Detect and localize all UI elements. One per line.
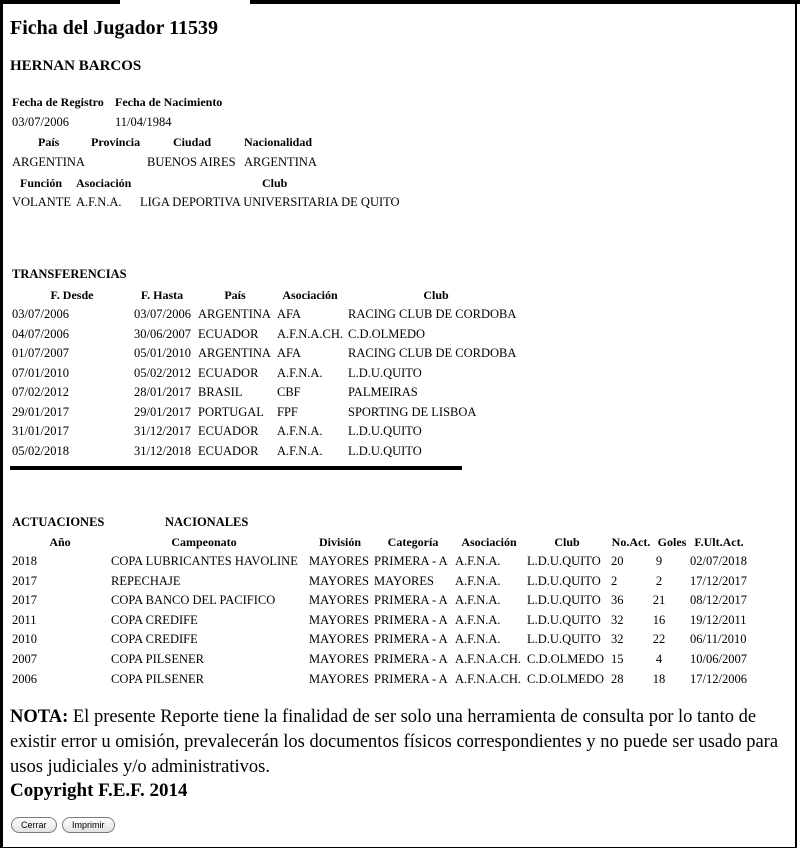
table-cell: 06/11/2010 (690, 632, 747, 647)
table-cell: PALMEIRAS (348, 385, 418, 399)
registro-label: Fecha de Registro (12, 95, 104, 109)
table-cell: 2 (611, 573, 618, 588)
nota-paragraph (10, 705, 780, 780)
header-asociacion: Asociación (282, 288, 338, 302)
table-cell: 01/07/2007 (12, 346, 69, 360)
header-club: Club (423, 288, 449, 302)
table-cell: ARGENTINA (198, 346, 271, 360)
table-cell: AFA (277, 307, 302, 321)
header-f-desde: F. Desde (50, 288, 94, 302)
nacionalidad-label: Nacionalidad (244, 135, 313, 149)
table-cell: COPA CREDIFE (111, 612, 198, 627)
header-pais: País (224, 288, 246, 302)
table-cell: L.D.U.QUITO (527, 593, 601, 608)
nacionalidad-value: ARGENTINA (244, 155, 317, 169)
table-cell: MAYORES (309, 573, 369, 588)
table-cell: 2017 (12, 593, 37, 608)
table-cell: A.F.N.A. (455, 612, 501, 627)
table-cell: 31/12/2017 (134, 424, 191, 438)
table-cell: ECUADOR (198, 424, 259, 438)
table-cell: 19/12/2011 (690, 612, 747, 627)
transfers-divider (10, 466, 462, 470)
table-cell: 05/02/2012 (134, 365, 191, 380)
nacimiento-label: Fecha de Nacimiento (115, 95, 223, 109)
table-cell: COPA PILSENER (111, 652, 204, 666)
table-cell: A.F.N.A. (277, 365, 323, 380)
table-cell: COPA CREDIFE (111, 632, 198, 647)
table-cell: 2010 (12, 632, 37, 647)
table-cell: A.F.N.A. (455, 573, 501, 588)
header-ano: Año (49, 535, 71, 549)
table-cell: A.F.N.A. (455, 593, 501, 608)
header-campeonato: Campeonato (171, 535, 237, 549)
table-cell: A.F.N.A. (455, 632, 501, 647)
pais-value: ARGENTINA (12, 155, 85, 169)
nacionales-title: NACIONALES (165, 515, 249, 529)
nacimiento-value: 11/04/1984 (115, 115, 172, 129)
table-cell: 08/12/2017 (690, 593, 747, 608)
table-cell: 16 (652, 612, 666, 627)
actuaciones-title: ACTUACIONES (12, 515, 105, 529)
print-button[interactable]: Imprimir (62, 817, 115, 833)
table-cell: PRIMERA - A (374, 652, 448, 666)
table-cell: 28 (611, 671, 624, 686)
header-f-ult-act: F.Ult.Act. (694, 535, 744, 549)
table-cell: 28/01/2017 (134, 385, 191, 399)
table-cell: L.D.U.QUITO (348, 424, 422, 438)
table-cell: MAYORES (374, 573, 434, 588)
table-cell: CBF (277, 385, 301, 399)
table-cell: A.F.N.A.CH. (455, 671, 522, 686)
table-cell: 03/07/2006 (12, 307, 69, 321)
table-cell: MAYORES (309, 593, 369, 608)
table-cell: 20 (611, 554, 624, 568)
table-cell: 17/12/2017 (690, 573, 747, 588)
table-cell: L.D.U.QUITO (527, 554, 601, 568)
table-cell: PRIMERA - A (374, 612, 448, 627)
table-cell: 29/01/2017 (134, 404, 191, 419)
table-cell: 04/07/2006 (12, 326, 69, 341)
table-cell: PORTUGAL (198, 404, 264, 419)
nota-label: NOTA: (10, 707, 69, 727)
table-cell: RACING CLUB DE CORDOBA (348, 346, 517, 360)
table-cell: 32 (611, 632, 624, 647)
page-title: Ficha del Jugador 11539 (10, 17, 218, 39)
table-cell: A.F.N.A. (455, 554, 501, 568)
table-cell: A.F.N.A. (277, 424, 323, 438)
player-name: HERNAN BARCOS (10, 58, 142, 74)
table-cell: ECUADOR (198, 443, 259, 458)
funcion-label: Función (20, 176, 63, 190)
header-f-hasta: F. Hasta (140, 288, 184, 302)
table-cell: 9 (655, 554, 663, 568)
table-cell: ECUADOR (198, 365, 259, 380)
ciudad-value: BUENOS AIRES (147, 155, 236, 169)
table-cell: C.D.OLMEDO (348, 326, 426, 341)
table-cell: 10/06/2007 (690, 652, 747, 666)
table-cell: 2007 (12, 652, 37, 666)
table-cell: BRASIL (198, 385, 243, 399)
table-cell: MAYORES (309, 554, 369, 568)
asociacion-value: A.F.N.A. (76, 195, 122, 209)
table-cell: 2 (655, 573, 663, 588)
table-cell: L.D.U.QUITO (348, 443, 422, 458)
table-cell: ARGENTINA (198, 307, 271, 321)
table-cell: SPORTING DE LISBOA (348, 404, 477, 419)
table-cell: PRIMERA - A (374, 632, 448, 647)
header-no-act: No.Act. (611, 535, 651, 549)
table-cell: 2006 (12, 671, 37, 686)
table-cell: 2018 (12, 554, 37, 568)
table-cell: 31/01/2017 (12, 424, 69, 438)
table-cell: RACING CLUB DE CORDOBA (348, 307, 517, 321)
table-cell: ECUADOR (198, 326, 259, 341)
table-cell: 07/01/2010 (12, 365, 69, 380)
copyright: Copyright F.E.F. 2014 (10, 780, 188, 801)
table-cell: 4 (655, 652, 663, 666)
registro-value: 03/07/2006 (12, 115, 69, 129)
table-cell: REPECHAJE (111, 573, 181, 588)
table-cell: COPA PILSENER (111, 671, 204, 686)
table-cell: 2011 (12, 612, 37, 627)
table-cell: L.D.U.QUITO (527, 573, 601, 588)
table-cell: MAYORES (309, 652, 369, 666)
table-cell: A.F.N.A.CH. (277, 326, 344, 341)
table-cell: 17/12/2006 (690, 671, 747, 686)
table-cell: 2017 (12, 573, 37, 588)
table-cell: L.D.U.QUITO (527, 632, 601, 647)
table-cell: 22 (652, 632, 666, 647)
provincia-label: Provincia (91, 135, 141, 149)
table-cell: 02/07/2018 (690, 554, 747, 568)
table-cell: PRIMERA - A (374, 671, 448, 686)
table-cell: 29/01/2017 (12, 404, 69, 419)
table-cell: PRIMERA - A (374, 554, 448, 568)
table-cell: C.D.OLMEDO (527, 652, 605, 666)
table-cell: L.D.U.QUITO (527, 612, 601, 627)
header-categoria: Categoría (387, 535, 439, 549)
table-cell: 21 (652, 593, 666, 608)
table-cell: 03/07/2006 (134, 307, 191, 321)
transfers-title: TRANSFERENCIAS (12, 267, 127, 281)
table-cell: COPA LUBRICANTES HAVOLINE (111, 554, 298, 568)
table-cell: A.F.N.A.CH. (455, 652, 522, 666)
club-value: LIGA DEPORTIVA UNIVERSITARIA DE QUITO (140, 195, 400, 209)
table-cell: C.D.OLMEDO (527, 671, 605, 686)
asociacion-label: Asociación (76, 176, 132, 190)
table-cell: MAYORES (309, 612, 369, 627)
nota-text: El presente Reporte tiene la finalidad de ser solo una herramienta de consulta por lo tanto de existir error u omisión, prevalecerán los documentos físicos correspondientes y no puede ser usado para usos judiciales y/o administrativos. (10, 707, 779, 777)
header-goles: Goles (657, 535, 687, 549)
header-asociacion: Asociación (461, 535, 517, 549)
club-label: Club (262, 176, 288, 190)
table-cell: L.D.U.QUITO (348, 365, 422, 380)
ciudad-label: Ciudad (173, 135, 212, 149)
funcion-value: VOLANTE (12, 195, 72, 209)
table-cell: 18 (652, 671, 666, 686)
table-cell: AFA (277, 346, 302, 360)
table-cell: 05/02/2018 (12, 443, 69, 458)
table-cell: A.F.N.A. (277, 443, 323, 458)
table-cell: 30/06/2007 (134, 326, 191, 341)
table-cell: 32 (611, 612, 624, 627)
table-cell: 15 (611, 652, 624, 666)
pais-label: País (38, 135, 60, 149)
table-cell: PRIMERA - A (374, 593, 448, 608)
table-cell: MAYORES (309, 671, 369, 686)
table-cell: FPF (277, 404, 298, 419)
table-cell: 36 (611, 593, 624, 608)
table-cell: 31/12/2018 (134, 443, 191, 458)
table-cell: MAYORES (309, 632, 369, 647)
close-button[interactable]: Cerrar (11, 817, 57, 833)
table-cell: 05/01/2010 (134, 346, 191, 360)
header-club: Club (554, 535, 580, 549)
table-cell: 07/02/2012 (12, 385, 69, 399)
table-cell: COPA BANCO DEL PACIFICO (111, 593, 276, 608)
header-division: División (318, 535, 361, 549)
